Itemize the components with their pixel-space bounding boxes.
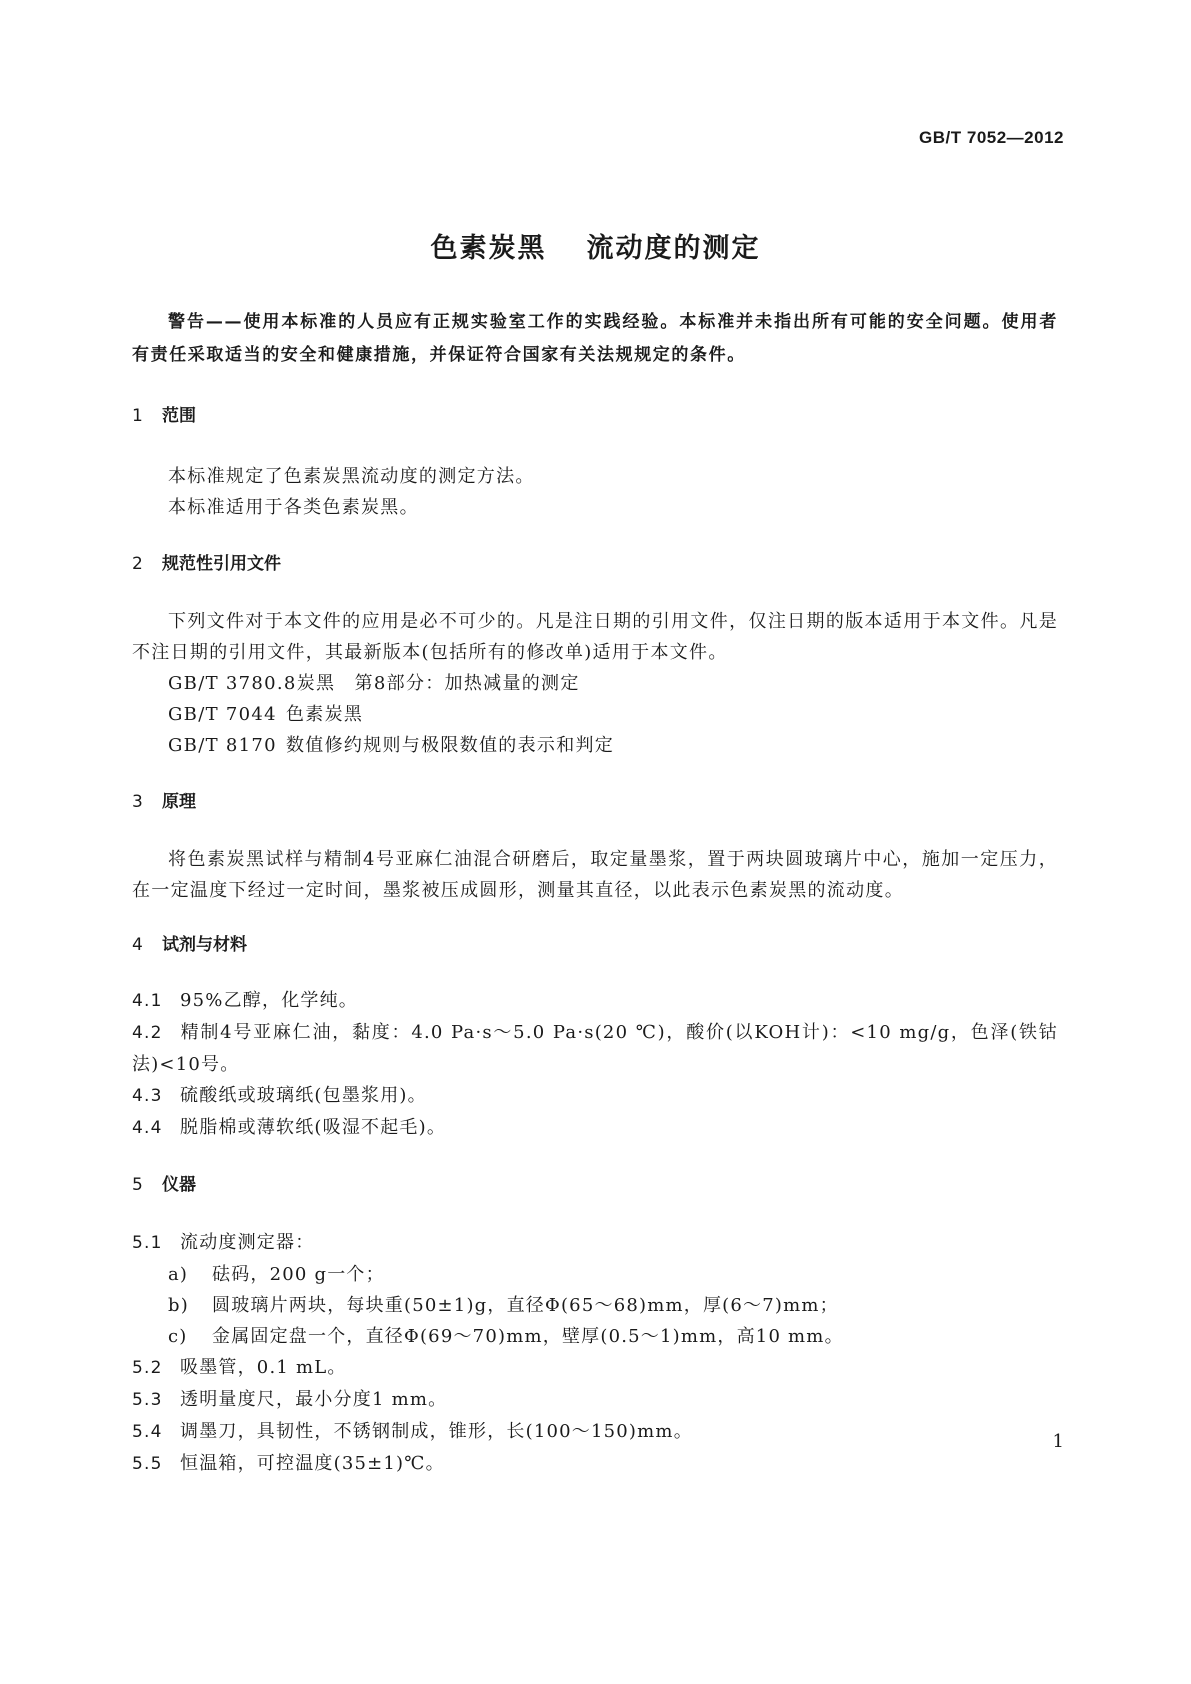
section-heading-2: 2 规范性引用文件 bbox=[132, 554, 281, 574]
warning-paragraph: 警告——使用本标准的人员应有正规实验室工作的实践经验。本标准并未指出所有可能的安全问题。使用者有责任采取适当的安全和健康措施，并保证符合国家有关法规规定的条件。 bbox=[132, 312, 1058, 365]
reference-item: GB/T 8170 数值修约规则与极限数值的表示和判定 bbox=[168, 735, 615, 756]
paragraph: 下列文件对于本文件的应用是必不可少的。凡是注日期的引用文件，仅注日期的版本适用于本文件。凡是不注日期的引用文件，其最新版本(包括所有的修改单)适用于本文件。 bbox=[132, 611, 1058, 663]
section-heading-4: 4 试剂与材料 bbox=[132, 935, 247, 955]
list-item: 5.1 流动度测定器： bbox=[132, 1232, 315, 1253]
list-item: 5.2 吸墨管，0.1 mL。 bbox=[132, 1357, 347, 1378]
list-item: 4.1 95%乙醇，化学纯。 bbox=[132, 990, 359, 1011]
section-heading-1: 1 范围 bbox=[132, 406, 196, 426]
section-heading-3: 3 原理 bbox=[132, 792, 196, 812]
list-item: 5.5 恒温箱，可控温度(35±1)℃。 bbox=[132, 1453, 445, 1474]
document-body bbox=[132, 306, 1058, 1480]
title-part-1: 色素炭黑 bbox=[430, 233, 547, 264]
paragraph: 将色素炭黑试样与精制4号亚麻仁油混合研磨后，取定量墨浆，置于两块圆玻璃片中心，施加一定压力，在一定温度下经过一定时间，墨浆被压成圆形，测量其直径，以此表示色素炭黑的流动度。 bbox=[132, 849, 1058, 901]
standard-code: GB/T 7052—2012 bbox=[919, 128, 1064, 147]
list-item: 5.4 调墨刀，具韧性，不锈钢制成，锥形，长(100～150)mm。 bbox=[132, 1421, 693, 1442]
document-title bbox=[0, 226, 1191, 265]
list-item: 4.4 脱脂棉或薄软纸(吸湿不起毛)。 bbox=[132, 1117, 447, 1138]
section-heading-5: 5 仪器 bbox=[132, 1175, 196, 1195]
list-item: 4.2 精制4号亚麻仁油，黏度：4.0 Pa·s～5.0 Pa·s(20 ℃)，酸价(以KOH计)：<10 mg/g，色泽(铁钴法)<10号。 bbox=[132, 1022, 1058, 1075]
reference-item: GB/T 7044 色素炭黑 bbox=[168, 704, 364, 725]
page-number: 1 bbox=[1052, 1431, 1064, 1452]
sub-item: a) 砝码，200 g一个； bbox=[168, 1264, 385, 1285]
title-part-2: 流动度的测定 bbox=[586, 233, 761, 264]
list-item: 5.3 透明量度尺，最小分度1 mm。 bbox=[132, 1389, 448, 1410]
paragraph: 本标准适用于各类色素炭黑。 bbox=[168, 497, 419, 518]
paragraph: 本标准规定了色素炭黑流动度的测定方法。 bbox=[168, 466, 535, 487]
list-item: 4.3 硫酸纸或玻璃纸(包墨浆用)。 bbox=[132, 1085, 427, 1106]
sub-item: c) 金属固定盘一个，直径Φ(69～70)mm，壁厚(0.5～1)mm，高10 mm。 bbox=[168, 1326, 844, 1347]
sub-item: b) 圆玻璃片两块，每块重(50±1)g，直径Φ(65～68)mm，厚(6～7)mm； bbox=[168, 1295, 839, 1316]
reference-item: GB/T 3780.8炭黑 第8部分：加热减量的测定 bbox=[168, 673, 580, 694]
